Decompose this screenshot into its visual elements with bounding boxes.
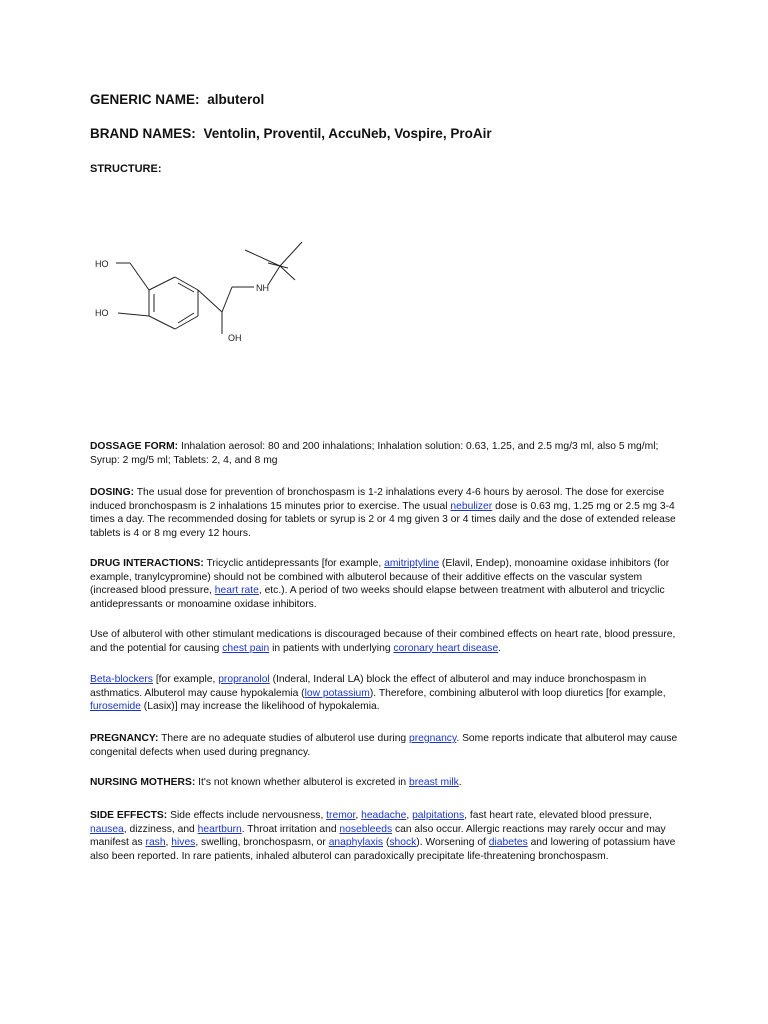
ho-bottom-label: HO	[95, 308, 109, 318]
generic-name-heading: GENERIC NAME: albuterol	[90, 92, 265, 107]
rash-link[interactable]: rash	[145, 837, 166, 849]
heart-rate-link[interactable]: heart rate	[214, 585, 259, 597]
headache-link[interactable]: headache	[361, 810, 407, 821]
side-effects-paragraph: SIDE EFFECTS: Side effects include nervousness, tremor, headache, palpitations, fast heart rate, elevated blood pressure, nausea, dizziness, and heartburn. Throat irritation and nosebleeds can also occur. Allergic reactions may rarely occur and may manifest as rash, hives, swelling, bronchospasm, or anaphylaxis (shock). Worsening of diabetes and lowering of potassium have also been reported. In rare patients, inhaled albuterol can paradoxically precipitate life-threatening bronchospasm.	[90, 810, 676, 862]
heartburn-link[interactable]: heartburn	[197, 823, 242, 835]
beta-blockers-paragraph: Beta-blockers [for example, propranolol (Inderal, Inderal LA) block the effect of albuterol and may induce bronchospasm in asthmatics. Albuterol may cause hypokalemia (low potassium). Therefore, combining albuterol with loop diuretics [for example, furosemide (Lasix)] may increase the likelihood of hypokalemia.	[90, 674, 666, 713]
drug-interactions-paragraph: DRUG INTERACTIONS: Tricyclic antidepressants [for example, amitriptyline (Elavil, Endep), monoamine oxidase inhibitors (for example, tranylcypromine) should not be combined with albuterol because of their additive effects on the vascular system (increased blood pressure, heart rate, etc.). A period of two weeks should elapse between treatment with albuterol and tricyclic antidepressants or monoamine oxidase inhibitors.	[90, 558, 670, 610]
nh-label: NH	[256, 283, 269, 293]
coronary-heart-disease-link[interactable]: coronary heart disease	[393, 642, 499, 654]
amitriptyline-link[interactable]: amitriptyline	[384, 558, 440, 569]
nursing-mothers-label: NURSING MOTHERS:	[90, 777, 196, 788]
hives-link[interactable]: hives	[171, 837, 196, 849]
dosing-label: DOSING:	[90, 487, 135, 498]
low-potassium-link[interactable]: low potassium	[304, 687, 370, 699]
structure-heading: STRUCTURE:	[90, 163, 162, 175]
breast-milk-link[interactable]: breast milk	[409, 777, 459, 788]
furosemide-link[interactable]: furosemide	[90, 701, 141, 713]
propranolol-link[interactable]: propranolol	[218, 674, 270, 685]
beta-blockers-link[interactable]: Beta-blockers	[90, 674, 153, 685]
ho-top-label: HO	[95, 259, 109, 269]
chest-pain-link[interactable]: chest pain	[222, 642, 270, 654]
stimulants-paragraph: Use of albuterol with other stimulant medications is discouraged because of their combined effects on heart rate, blood pressure, and the potential for causing chest pain in patients with underlying coronary heart disease.	[90, 629, 676, 654]
shock-link[interactable]: shock	[389, 837, 417, 849]
generic-name-value: albuterol	[207, 92, 265, 107]
nursing-mothers-paragraph: NURSING MOTHERS: It's not known whether albuterol is excreted in breast milk.	[90, 777, 462, 788]
pregnancy-paragraph: PREGNANCY: There are no adequate studies of albuterol use during pregnancy. Some reports indicate that albuterol may cause congenital defects when used during pregnancy.	[90, 733, 678, 758]
brand-names-heading: BRAND NAMES: Ventolin, Proventil, AccuNeb, Vospire, ProAir	[90, 126, 492, 141]
palpitations-link[interactable]: palpitations	[412, 810, 465, 821]
dosage-form-label: DOSSAGE FORM:	[90, 441, 179, 452]
dosing-paragraph: DOSING: The usual dose for prevention of bronchospasm is 1-2 inhalations every 4-6 hours by aerosol. The dose for exercise induced bronchospasm is 2 inhalations 15 minutes prior to exercise. The usual nebulizer dose is 0.63 mg, 1.25 mg or 2.5 mg 3-4 times a day. The recommended dosing for tablets or syrup is 2 or 4 mg given 3 or 4 times daily and the dose of extended release tablets is 4 or 8 mg every 12 hours.	[90, 487, 676, 539]
anaphylaxis-link[interactable]: anaphylaxis	[328, 837, 384, 849]
oh-label: OH	[228, 333, 242, 343]
drug-interactions-label: DRUG INTERACTIONS:	[90, 558, 204, 569]
nosebleeds-link[interactable]: nosebleeds	[339, 823, 393, 835]
pregnancy-link[interactable]: pregnancy	[409, 733, 457, 744]
nausea-link[interactable]: nausea	[90, 823, 124, 835]
dosage-form-paragraph: DOSSAGE FORM: Inhalation aerosol: 80 and 200 inhalations; Inhalation solution: 0.63, 1.25, and 2.5 mg/3 ml, also 5 mg/ml; Syrup: 2 mg/5 ml; Tablets: 2, 4, and 8 mg	[90, 441, 659, 466]
side-effects-label: SIDE EFFECTS:	[90, 810, 168, 821]
albuterol-structure-diagram	[90, 228, 320, 358]
pregnancy-label: PREGNANCY:	[90, 733, 159, 744]
diabetes-link[interactable]: diabetes	[488, 837, 528, 849]
tremor-link[interactable]: tremor	[326, 810, 356, 821]
brand-names-value: Ventolin, Proventil, AccuNeb, Vospire, ProAir	[203, 126, 492, 141]
nebulizer-link[interactable]: nebulizer	[450, 500, 493, 512]
